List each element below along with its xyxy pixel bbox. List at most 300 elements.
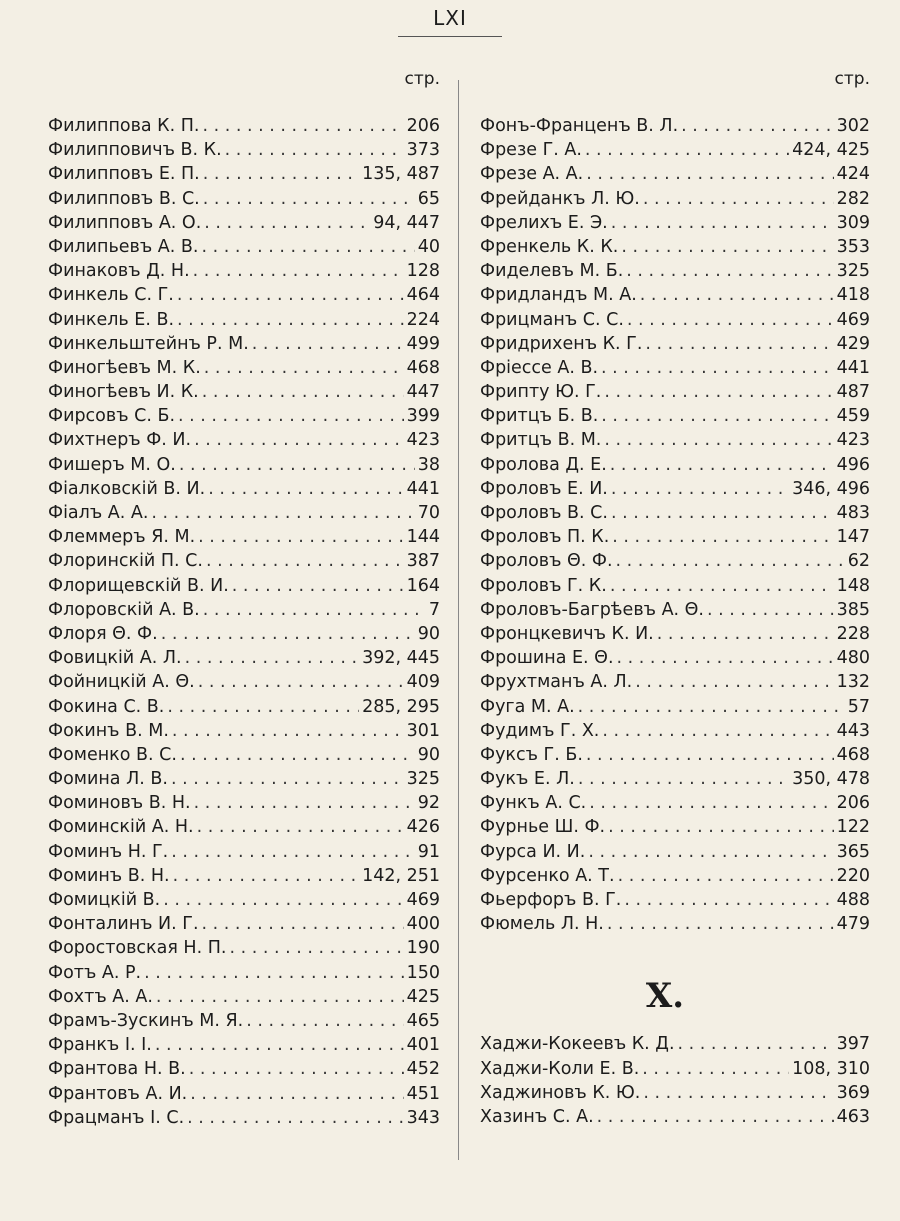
- dot-leader: [640, 283, 834, 307]
- entry-name: Функъ А. С.: [480, 793, 587, 814]
- dot-leader: [611, 501, 834, 525]
- entry-page: 147: [836, 527, 870, 548]
- entry-name: Фуга М. А.: [480, 696, 575, 717]
- entry-page: 463: [836, 1106, 870, 1127]
- entry-name: Фроловъ П. К.: [480, 527, 610, 548]
- entry-page: 122: [836, 817, 870, 838]
- dot-leader: [246, 1009, 403, 1033]
- entry-name: Фовицкій А. Л.: [48, 648, 182, 669]
- dot-leader: [678, 1032, 834, 1056]
- entry-name: Фрицманъ С. С.: [480, 309, 624, 330]
- dot-leader: [198, 670, 404, 694]
- index-entry: [480, 574, 870, 598]
- entry-page: 128: [406, 261, 440, 282]
- entry-name: Франтова Н. В.: [48, 1059, 186, 1080]
- entry-name: Флоровскій А. В.: [48, 599, 200, 620]
- entry-page: 401: [406, 1035, 440, 1056]
- entry-name: Фьерфоръ В. Г.: [480, 890, 622, 910]
- entry-page: 90: [417, 744, 440, 765]
- index-entry: [48, 791, 440, 815]
- dot-leader: [604, 428, 833, 452]
- index-entry: [480, 1105, 870, 1129]
- index-entry: [480, 767, 870, 791]
- index-entry: [480, 888, 870, 912]
- entry-page: 90: [417, 623, 440, 644]
- dot-leader: [173, 864, 359, 888]
- dot-leader: [597, 1105, 834, 1129]
- index-entry: [480, 670, 870, 694]
- entry-name: Фрошина Е. Θ.: [480, 648, 614, 669]
- entry-page: 397: [836, 1034, 870, 1055]
- entry-page: 285, 295: [362, 696, 440, 717]
- index-entry: [48, 380, 440, 404]
- entry-page: 469: [406, 890, 440, 910]
- dot-leader: [156, 985, 404, 1009]
- entry-name: Фихтнеръ Ф. И.: [48, 430, 192, 451]
- dot-leader: [203, 162, 359, 186]
- dot-leader: [171, 767, 404, 791]
- entry-name: Фрезе А. А.: [480, 164, 584, 185]
- dot-leader: [203, 598, 426, 622]
- index-list: [480, 1032, 870, 1129]
- entry-name: Фукъ Е. Л.: [480, 769, 575, 790]
- index-entry: [48, 936, 440, 960]
- entry-page: 483: [836, 503, 870, 523]
- index-entry: [48, 162, 440, 186]
- entry-page: 452: [406, 1059, 440, 1080]
- entry-page: 425: [406, 986, 440, 1007]
- index-entry: [48, 138, 440, 162]
- entry-name: Филипповъ А. О.: [48, 212, 202, 233]
- index-entry: [480, 138, 870, 162]
- entry-name: Фоминъ В. Н.: [48, 865, 170, 886]
- index-entry: [48, 1009, 440, 1033]
- dot-leader: [578, 767, 789, 791]
- entry-name: Фохтъ А. А.: [48, 986, 153, 1007]
- entry-name: Фрамъ-Зускинъ М. Я.: [48, 1010, 244, 1031]
- entry-name: Фритцъ Б. В.: [480, 406, 599, 427]
- dot-leader: [229, 936, 403, 960]
- index-entry: [48, 356, 440, 380]
- dot-leader: [232, 574, 404, 598]
- index-entry: [48, 404, 440, 428]
- dot-leader: [177, 283, 404, 307]
- entry-page: 387: [406, 551, 440, 572]
- index-entry: [480, 1032, 870, 1056]
- entry-page: 443: [836, 720, 870, 741]
- dot-leader: [202, 380, 404, 404]
- entry-page: 132: [836, 672, 870, 693]
- dot-leader: [578, 695, 845, 719]
- entry-page: 57: [847, 696, 870, 717]
- entry-name: Фотъ А. Р.: [48, 962, 142, 983]
- entry-page: 144: [406, 527, 440, 548]
- index-entry: [48, 211, 440, 235]
- dot-leader: [208, 477, 403, 501]
- entry-name: Филипповъ Е. П.: [48, 164, 200, 185]
- entry-name: Фрацманъ І. С.: [48, 1107, 185, 1128]
- entry-name: Филипьевъ А. В.: [48, 236, 199, 257]
- entry-page: 346, 496: [792, 478, 870, 499]
- index-entry: [480, 912, 870, 936]
- entry-name: Финогѣевъ М. К.: [48, 357, 201, 378]
- dot-leader: [601, 404, 833, 428]
- dot-leader: [621, 235, 833, 259]
- entry-page: 429: [836, 333, 870, 354]
- dot-leader: [201, 235, 414, 259]
- entry-page: 468: [836, 744, 870, 765]
- entry-page: 148: [836, 575, 870, 596]
- index-entry: [480, 380, 870, 404]
- entry-name: Фокина С. В.: [48, 696, 165, 717]
- index-entry: [48, 114, 440, 138]
- dot-leader: [155, 1033, 404, 1057]
- entry-name: Фоминовъ В. Н.: [48, 793, 191, 814]
- entry-name: Фирсовъ С. Б.: [48, 406, 176, 427]
- dot-leader: [627, 308, 834, 332]
- index-list: [480, 114, 870, 936]
- entry-name: Фрезе Г. А.: [480, 140, 582, 161]
- index-entry: [48, 695, 440, 719]
- entry-page: 65: [417, 188, 440, 209]
- entry-page: 487: [836, 382, 870, 403]
- dot-leader: [204, 356, 404, 380]
- entry-page: 468: [406, 357, 440, 378]
- entry-page: 400: [406, 914, 440, 935]
- entry-page: 62: [847, 551, 870, 572]
- entry-name: Фоминскій А. Н.: [48, 817, 194, 838]
- entry-page: 424, 425: [792, 140, 870, 161]
- entry-page: 91: [417, 841, 440, 862]
- entry-page: 441: [836, 357, 870, 378]
- dot-leader: [707, 598, 834, 622]
- index-entry: [480, 356, 870, 380]
- entry-name: Филипповичъ В. К.: [48, 140, 222, 161]
- entry-name: Хаджи-Кокеевъ К. Д.: [480, 1034, 675, 1055]
- entry-name: Флоря Θ. Ф.: [48, 623, 158, 644]
- entry-name: Фиделевъ М. Б.: [480, 261, 624, 282]
- entry-page: 353: [836, 236, 870, 257]
- entry-name: Фомицкій В.: [48, 890, 161, 910]
- index-list: [48, 114, 440, 1130]
- entry-name: Фридландъ М. А.: [480, 285, 637, 306]
- entry-page: 426: [406, 817, 440, 838]
- index-entry: [48, 308, 440, 332]
- dot-leader: [602, 719, 833, 743]
- entry-page: 451: [406, 1083, 440, 1104]
- entry-page: 459: [836, 406, 870, 427]
- dot-leader: [172, 719, 404, 743]
- right-column: [480, 66, 870, 1129]
- entry-page: 441: [406, 478, 440, 499]
- entry-name: Фролова Д. Е.: [480, 454, 607, 475]
- entry-page: 94, 447: [373, 212, 440, 233]
- entry-page: 385: [836, 599, 870, 620]
- index-entry: [480, 719, 870, 743]
- entry-page: 480: [836, 648, 870, 669]
- dot-leader: [618, 864, 834, 888]
- index-entry: [480, 187, 870, 211]
- entry-page: 302: [836, 116, 870, 136]
- entry-name: Фоминъ Н. Г.: [48, 841, 169, 862]
- entry-name: Фюмель Л. Н.: [480, 914, 604, 935]
- index-entry: [480, 864, 870, 888]
- dot-leader: [151, 501, 414, 525]
- dot-leader: [604, 380, 833, 404]
- entry-page: 409: [406, 672, 440, 693]
- index-entry: [480, 598, 870, 622]
- dot-leader: [194, 791, 415, 815]
- index-entry: [48, 912, 440, 936]
- entry-page: 464: [406, 285, 440, 306]
- index-entry: [480, 114, 870, 138]
- index-entry: [48, 549, 440, 573]
- dot-leader: [643, 1081, 833, 1105]
- index-entry: [48, 235, 440, 259]
- entry-page: 496: [836, 454, 870, 475]
- dot-leader: [161, 622, 415, 646]
- dot-leader: [225, 138, 404, 162]
- entry-page: 142, 251: [362, 865, 440, 886]
- index-entry: [48, 985, 440, 1009]
- dot-leader: [586, 743, 834, 767]
- dot-leader: [187, 1106, 403, 1130]
- dot-leader: [601, 356, 834, 380]
- dot-leader: [643, 187, 834, 211]
- entry-page: 424: [836, 164, 870, 185]
- index-entry: [480, 791, 870, 815]
- index-entry: [48, 815, 440, 839]
- index-entry: [48, 428, 440, 452]
- entry-page: 108, 310: [792, 1058, 870, 1079]
- index-entry: [480, 308, 870, 332]
- header-rule: [398, 36, 502, 37]
- entry-name: Хаджи-Коли Е. В.: [480, 1058, 640, 1079]
- entry-name: Фритцъ В. М.: [480, 430, 602, 451]
- entry-name: Флоринскій П. С.: [48, 551, 203, 572]
- entry-name: Фрипту Ю. Г.: [480, 382, 602, 403]
- index-entry: [480, 840, 870, 864]
- dot-leader: [586, 162, 833, 186]
- dot-leader: [624, 888, 833, 912]
- entry-name: Фроловъ Е. И.: [480, 478, 608, 499]
- entry-name: Хаджиновъ К. Ю.: [480, 1082, 641, 1103]
- entry-name: Фурнье Ш. Ф.: [480, 817, 606, 838]
- index-entry: [480, 162, 870, 186]
- dot-leader: [206, 549, 404, 573]
- entry-page: 92: [417, 793, 440, 814]
- entry-name: Финогѣевъ И. К.: [48, 382, 199, 403]
- entry-name: Хазинъ С. А.: [480, 1106, 594, 1127]
- index-entry: [480, 1057, 870, 1081]
- index-entry: [480, 1081, 870, 1105]
- dot-leader: [657, 622, 834, 646]
- column-divider: [458, 80, 459, 1160]
- index-entry: [480, 815, 870, 839]
- index-entry: [48, 864, 440, 888]
- index-entry: [48, 888, 440, 912]
- entry-name: Фурса И. И.: [480, 841, 586, 862]
- entry-page: 488: [836, 890, 870, 910]
- entry-name: Флорищевскій В. И.: [48, 575, 229, 596]
- entry-page: 190: [406, 938, 440, 959]
- dot-leader: [642, 1057, 789, 1081]
- dot-leader: [610, 574, 834, 598]
- dot-leader: [202, 912, 404, 936]
- index-entry: [48, 670, 440, 694]
- dot-leader: [194, 428, 404, 452]
- entry-page: 343: [406, 1107, 440, 1128]
- entry-page: 40: [417, 236, 440, 257]
- entry-page: 228: [836, 623, 870, 644]
- dot-leader: [198, 525, 403, 549]
- index-entry: [48, 574, 440, 598]
- index-entry: [48, 719, 440, 743]
- index-entry: [480, 404, 870, 428]
- dot-leader: [202, 114, 403, 138]
- entry-name: Фрелихъ Е. Э.: [480, 212, 608, 233]
- left-column: [48, 66, 440, 1130]
- entry-page: 350, 478: [792, 769, 870, 790]
- entry-name: Фудимъ Г. Х.: [480, 720, 600, 741]
- entry-name: Финкель С. Г.: [48, 285, 174, 306]
- index-entry: [480, 743, 870, 767]
- dot-leader: [197, 815, 404, 839]
- entry-page: 423: [406, 430, 440, 451]
- entry-name: Фроловъ Г. К.: [480, 575, 607, 596]
- index-entry: [48, 1057, 440, 1081]
- index-entry: [48, 259, 440, 283]
- dot-leader: [585, 138, 789, 162]
- index-entry: [480, 332, 870, 356]
- index-entry: [480, 453, 870, 477]
- index-entry: [480, 501, 870, 525]
- entry-name: Фріессе А. В.: [480, 357, 599, 378]
- index-entry: [48, 840, 440, 864]
- entry-name: Фридрихенъ К. Г.: [480, 333, 643, 354]
- index-entry: [48, 1082, 440, 1106]
- dot-leader: [608, 815, 834, 839]
- entry-page: 224: [406, 309, 440, 330]
- dot-leader: [167, 695, 359, 719]
- index-entry: [480, 211, 870, 235]
- index-entry: [480, 235, 870, 259]
- dot-leader: [252, 332, 404, 356]
- dot-leader: [185, 646, 360, 670]
- index-entry: [48, 501, 440, 525]
- entry-name: Фуксъ Г. Б.: [480, 744, 583, 765]
- page-number: LXI: [433, 6, 467, 30]
- index-entry: [48, 453, 440, 477]
- entry-name: Фурсенко А. Т.: [480, 865, 615, 886]
- index-entry: [48, 525, 440, 549]
- entry-name: Форостовская Н. П.: [48, 938, 227, 959]
- entry-page: 7: [428, 599, 440, 620]
- dot-leader: [193, 259, 404, 283]
- index-entry: [48, 1106, 440, 1130]
- index-entry: [48, 332, 440, 356]
- entry-page: 469: [836, 309, 870, 330]
- entry-name: Фроловъ Θ. Ф.: [480, 551, 613, 572]
- entry-page: 418: [836, 285, 870, 306]
- dot-leader: [189, 1057, 404, 1081]
- index-entry: [480, 622, 870, 646]
- dot-leader: [626, 259, 833, 283]
- index-entry: [48, 961, 440, 985]
- dot-leader: [204, 211, 370, 235]
- index-entry: [480, 646, 870, 670]
- dot-leader: [611, 477, 789, 501]
- index-entry: [48, 598, 440, 622]
- dot-leader: [180, 743, 415, 767]
- entry-page: 365: [836, 841, 870, 862]
- dot-leader: [681, 114, 833, 138]
- dot-leader: [616, 549, 845, 573]
- entry-page: 38: [417, 454, 440, 475]
- entry-page: 301: [406, 720, 440, 741]
- entry-name: Фроловъ-Багрѣевъ А. Θ.: [480, 599, 704, 620]
- entry-name: Финкельштейнъ Р. М.: [48, 333, 249, 354]
- entry-page: 392, 445: [362, 648, 440, 669]
- entry-name: Франтовъ А. И.: [48, 1083, 188, 1104]
- entry-name: Фроловъ В. С.: [480, 503, 608, 523]
- dot-leader: [645, 332, 833, 356]
- dot-leader: [610, 453, 834, 477]
- index-entry: [48, 187, 440, 211]
- entry-page: 135, 487: [362, 164, 440, 185]
- entry-name: Филипповъ В. С.: [48, 188, 200, 209]
- entry-name: Фонъ-Франценъ В. Л.: [480, 116, 679, 136]
- entry-name: Фронцкевичъ К. И.: [480, 623, 654, 644]
- index-entry: [480, 283, 870, 307]
- entry-name: Франкъ І. І.: [48, 1035, 152, 1056]
- entry-page: 499: [406, 333, 440, 354]
- index-entry: [480, 477, 870, 501]
- entry-name: Фрухтманъ А. Л.: [480, 672, 633, 693]
- dot-leader: [178, 404, 404, 428]
- entry-page: 399: [406, 406, 440, 427]
- dot-leader: [607, 912, 834, 936]
- dot-leader: [635, 670, 833, 694]
- entry-page: 465: [406, 1010, 440, 1031]
- entry-page: 220: [836, 865, 870, 886]
- entry-page: 282: [836, 188, 870, 209]
- index-entry: [480, 695, 870, 719]
- entry-page: 373: [406, 140, 440, 161]
- dot-leader: [203, 187, 415, 211]
- entry-name: Фомина Л. В.: [48, 769, 168, 790]
- index-entry: [480, 428, 870, 452]
- page-col-label: стр.: [834, 69, 870, 89]
- entry-page: 325: [836, 261, 870, 282]
- dot-leader: [589, 791, 833, 815]
- entry-name: Флеммеръ Я. М.: [48, 527, 196, 548]
- index-entry: [480, 525, 870, 549]
- entry-name: Филиппова К. П.: [48, 116, 200, 136]
- index-entry: [48, 743, 440, 767]
- entry-page: 325: [406, 769, 440, 790]
- section-heading: Х.: [645, 976, 685, 1017]
- entry-name: Финаковъ Д. Н.: [48, 261, 190, 282]
- entry-page: 206: [836, 793, 870, 814]
- dot-leader: [588, 840, 833, 864]
- index-entry: [480, 549, 870, 573]
- entry-name: Фишеръ М. О.: [48, 454, 176, 475]
- dot-leader: [612, 525, 833, 549]
- entry-name: Френкель К. К.: [480, 236, 619, 257]
- index-entry: [48, 477, 440, 501]
- index-entry: [480, 259, 870, 283]
